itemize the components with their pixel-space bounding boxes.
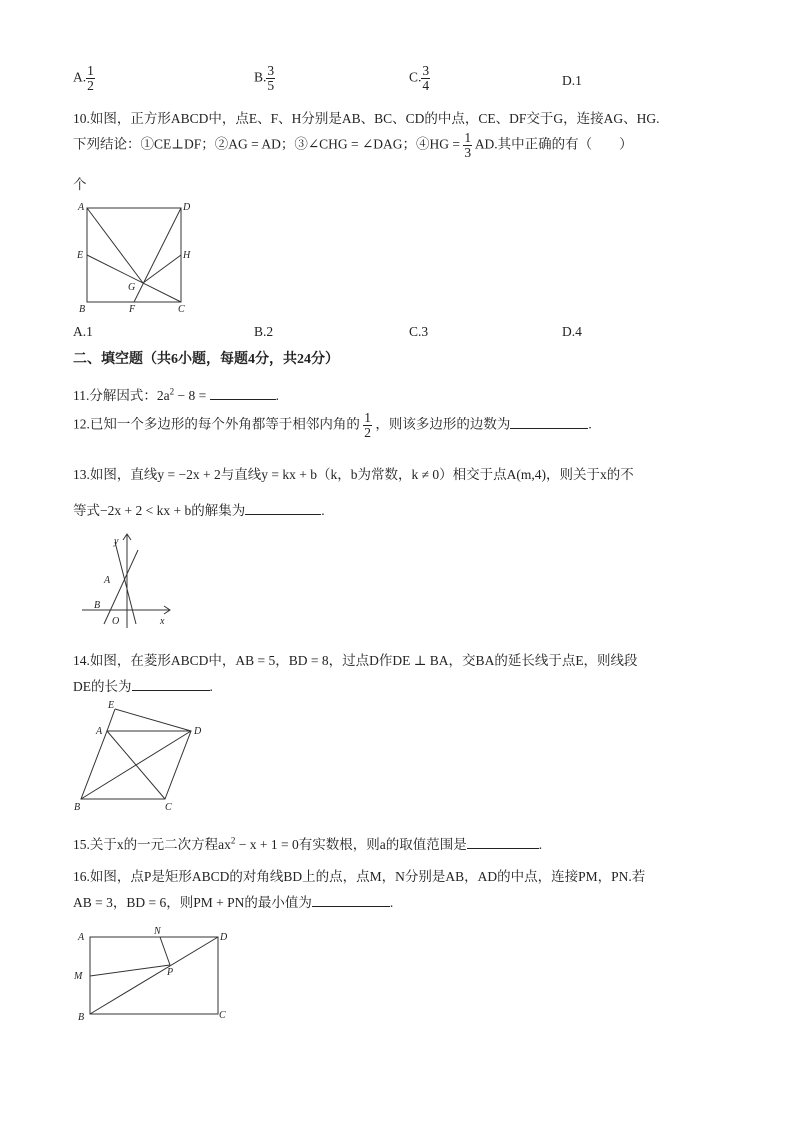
q15-post: − x + 1 = 0有实数根，则a的取值范围是: [235, 837, 467, 852]
q12-end: .: [588, 416, 592, 432]
q9-option-b-num: 3: [267, 63, 275, 78]
label-p: P: [167, 967, 174, 978]
q11-line: [73, 384, 279, 404]
q13-line2: [73, 499, 325, 519]
q14-line2-text: DE的长为: [73, 679, 132, 694]
q9-option-a: [73, 64, 95, 93]
q12-pre: 12.已知一个多边形的每个外角都等于相邻内角的: [73, 416, 360, 432]
q9-option-d: D.1: [562, 73, 582, 88]
label-d: D: [183, 202, 191, 213]
q10-line2-post: AD.其中正确的有（ ）: [474, 136, 633, 152]
q9-option-c-fraction: [421, 64, 430, 93]
q10-line1: 10.如图，正方形ABCD中，点E、F、H分别是AB、BC、CD的中点，CE、DF交于G，连接AG、HG.: [73, 111, 660, 126]
q9-option-b-prefix: B.: [254, 69, 267, 85]
q12-num: 1: [364, 410, 371, 425]
q10-line2-pre: 下列结论：①CE⊥DF；②AG = AD；③∠CHG = ∠DAG；④HG =: [73, 136, 461, 152]
diagonal-bd: [90, 937, 218, 1014]
q9-option-b-fraction: [266, 64, 275, 93]
q15-line: [73, 833, 542, 853]
q9-option-b: [254, 64, 275, 93]
q11-end: .: [275, 388, 279, 403]
q16-end: .: [389, 895, 394, 910]
q12-den: 2: [364, 425, 371, 440]
q14-answer-blank: [132, 676, 210, 691]
q9-option-c: [409, 64, 430, 93]
q13-end: .: [321, 503, 325, 518]
segment-pm: [90, 965, 170, 976]
label-b: B: [78, 1012, 85, 1023]
label-f: F: [129, 304, 136, 315]
label-c: C: [165, 802, 172, 813]
label-d: D: [194, 726, 202, 737]
q12-line: [73, 411, 592, 440]
segment-ce: [87, 255, 181, 302]
label-c: C: [219, 1010, 226, 1021]
q12-fraction: [363, 411, 372, 440]
q16-rectangle-figure: [70, 922, 240, 1024]
q13-answer-blank: [245, 500, 321, 515]
q10-option-d: D.4: [562, 324, 582, 339]
label-a: A: [78, 202, 85, 213]
label-h: H: [183, 250, 191, 261]
q14-rhombus-figure: [70, 696, 210, 816]
segment-de: [115, 709, 191, 731]
q9-option-b-den: 5: [267, 78, 275, 93]
q9-option-c-num: 3: [422, 63, 430, 78]
label-a: A: [78, 932, 85, 943]
line-kx-plus-b: [115, 542, 136, 624]
q14-line1: 14.如图，在菱形ABCD中，AB = 5，BD = 8，过点D作DE ⊥ BA，交BA的延长线于点E，则线段: [73, 653, 638, 668]
label-g: G: [128, 282, 136, 293]
q9-option-a-fraction: [86, 64, 95, 93]
q10-frac-num: 1: [464, 130, 472, 145]
label-d: D: [220, 932, 228, 943]
q16-line2: [73, 891, 393, 911]
q16-line2-text: AB = 3，BD = 6，则PM + PN的最小值为: [73, 895, 312, 910]
q15-end: .: [538, 837, 543, 852]
q9-option-c-den: 4: [422, 78, 430, 93]
label-x: x: [160, 616, 165, 627]
label-a: A: [104, 575, 111, 586]
q16-line1: 16.如图，点P是矩形ABCD的对角线BD上的点，点M，N分别是AB，AD的中点，连接PM，PN.若: [73, 869, 646, 884]
segment-df: [134, 208, 181, 302]
q14-end: .: [209, 679, 213, 694]
q10-fraction: [463, 131, 472, 160]
segment-pn: [160, 937, 170, 965]
q13-line1: 13.如图，直线y = −2x + 2与直线y = kx + b（k，b为常数，k ≠ 0）相交于点A(m,4)，则关于x的不: [73, 467, 634, 482]
label-y: y: [114, 536, 119, 547]
label-m: M: [74, 971, 83, 982]
q10-frac-den: 3: [464, 145, 472, 160]
label-c: C: [178, 304, 185, 315]
q10-option-b: B.2: [254, 324, 274, 339]
q10-square-figure: [73, 198, 198, 316]
label-o: O: [112, 616, 120, 627]
q10-line3: 个: [73, 177, 87, 192]
q15-sup: 2: [230, 835, 236, 846]
label-b: B: [94, 600, 101, 611]
q11-sup: 2: [169, 386, 175, 397]
q15-pre: 15.关于x的一元二次方程ax: [73, 837, 231, 852]
q13-line2-text: 等式−2x + 2 < kx + b的解集为: [73, 503, 246, 518]
q15-answer-blank: [467, 834, 539, 849]
label-e: E: [77, 250, 84, 261]
q11-post: − 8 =: [174, 388, 207, 403]
q11-pre: 11.分解因式：2a: [73, 388, 170, 403]
q12-answer-blank: [510, 414, 588, 429]
q12-post: ，则该多边形的边数为: [375, 416, 511, 432]
section-heading: 二、填空题（共6小题，每题4分，共24分）: [73, 352, 339, 367]
label-b: B: [79, 304, 86, 315]
segment-hg: [143, 255, 181, 283]
label-b: B: [74, 802, 81, 813]
q9-option-a-num: 1: [87, 63, 94, 78]
q9-option-a-prefix: A.: [73, 69, 87, 85]
segment-ag: [87, 208, 143, 283]
q9-option-a-den: 2: [87, 78, 94, 93]
label-n: N: [154, 926, 161, 937]
q10-option-c: C.3: [409, 324, 429, 339]
q13-graph-figure: [78, 528, 180, 632]
q9-option-c-prefix: C.: [409, 69, 422, 85]
label-e: E: [108, 700, 115, 711]
q10-option-a: A.1: [73, 324, 93, 339]
label-a: A: [96, 726, 103, 737]
q14-line2: [73, 675, 213, 695]
diagonal-bd: [81, 731, 191, 799]
q10-line2: [73, 131, 633, 160]
q11-answer-blank: [210, 385, 276, 400]
q16-answer-blank: [312, 892, 390, 907]
segment-ae: [107, 709, 115, 731]
